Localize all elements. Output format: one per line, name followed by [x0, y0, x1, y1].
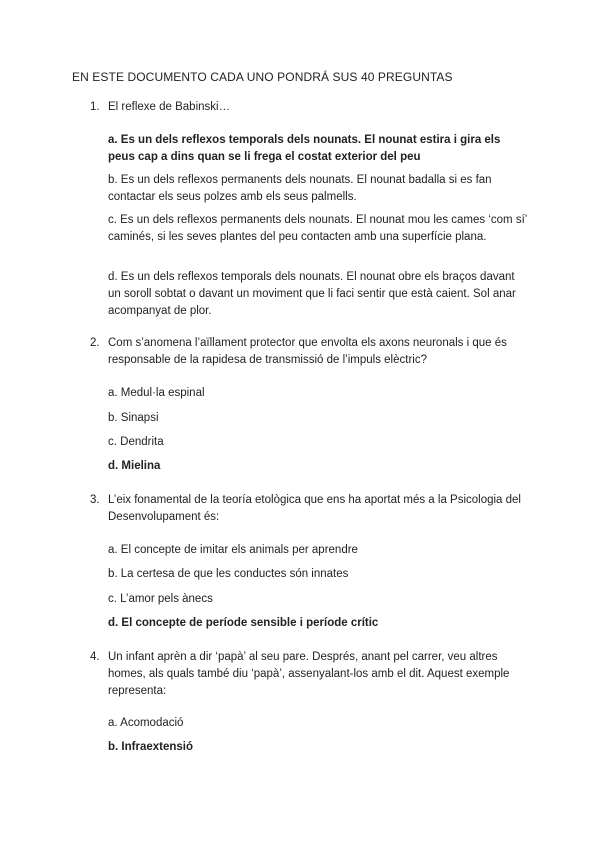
document-header: EN ESTE DOCUMENTO CADA UNO PONDRÁ SUS 40 PREGUNTAS	[72, 70, 453, 84]
question-2-option-b: b. Sinapsi	[108, 412, 159, 424]
question-2-text: Com s’anomena l’aïllament protector que envolta els axons neuronals i que és responsable de la rapidesa de transmissió de l’impuls elèctric?	[108, 337, 507, 366]
question-3-option-d: d. El concepte de període sensible i període crític	[108, 617, 379, 629]
question-3-text: L’eix fonamental de la teoría etològica que ens ha aportat més a la Psicologia del Desenvolupament és:	[108, 494, 521, 523]
question-1-option-a: a. Es un dels reflexos temporals dels nounats. El nounat estira i gira els peus cap a dins quan se li frega el costat exterior del peu	[108, 134, 501, 163]
question-4-number: 4.	[90, 651, 100, 663]
question-1-option-c: c. Es un dels reflexos permanents dels nounats. El nounat mou les cames ‘com sí’ caminés, si les seves plantes del peu contacten amb una superfície plana.	[108, 214, 527, 243]
question-3-number: 3.	[90, 494, 100, 506]
question-1-text: El reflexe de Babinski…	[108, 101, 231, 113]
question-4-text: Un infant aprèn a dir ‘papà’ al seu pare. Després, anant pel carrer, veu altres homes, als quals també diu ‘papà’, assenyalant-los amb el dit. Aquest exemple representa:	[108, 651, 510, 697]
question-3-option-c: c. L’amor pels ànecs	[108, 593, 213, 605]
question-3-option-a: a. El concepte de imitar els animals per aprendre	[108, 544, 358, 556]
question-2-option-a: a. Medul·la espinal	[108, 387, 205, 399]
question-2-option-c: c. Dendrita	[108, 436, 164, 448]
question-1-option-b: b. Es un dels reflexos permanents dels nounats. El nounat badalla si es fan contactar els seus polzes amb els seus palmells.	[108, 174, 492, 203]
question-1-option-d: d. Es un dels reflexos temporals dels nounats. El nounat obre els braços davant un soroll sobtat o davant un moviment que li faci sentir que està caient. Sol anar acompanyat de plor.	[108, 271, 516, 317]
question-4-option-a: a. Acomodació	[108, 717, 184, 729]
question-3-option-b: b. La certesa de que les conductes són innates	[108, 568, 349, 580]
question-4-option-b: b. Infraextensió	[108, 741, 193, 753]
question-2-option-d: d. Mielina	[108, 460, 161, 472]
question-1-number: 1.	[90, 101, 100, 113]
question-2-number: 2.	[90, 337, 100, 349]
